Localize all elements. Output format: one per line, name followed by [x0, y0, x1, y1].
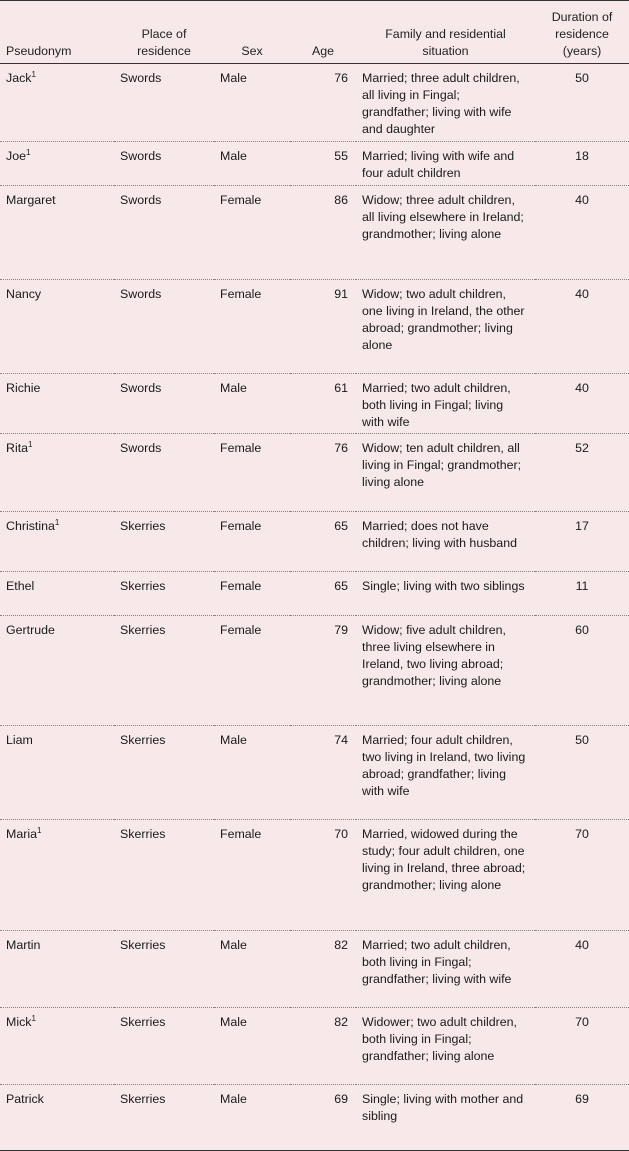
- header-age: Age: [290, 1, 356, 64]
- cell-place: [114, 1085, 214, 1135]
- cell-duration-text: 70: [575, 827, 589, 842]
- cell-pseudonym-text: Liam: [6, 733, 33, 748]
- cell-place-text: Skerries: [120, 938, 166, 953]
- cell-family: [356, 280, 535, 374]
- cell-pseudonym: [0, 820, 114, 931]
- table-row: [0, 572, 629, 616]
- cell-duration: [535, 280, 629, 374]
- cell-age-text: 65: [334, 519, 348, 534]
- cell-place: [114, 434, 214, 512]
- cell-duration-text: 70: [575, 1015, 589, 1030]
- cell-duration-text: 17: [575, 519, 589, 534]
- cell-sex-text: Female: [220, 579, 262, 594]
- cell-duration: [535, 142, 629, 186]
- cell-duration: [535, 572, 629, 616]
- cell-pseudonym-text: Margaret: [6, 193, 56, 208]
- cell-age: [290, 931, 356, 1008]
- cell-age: [290, 820, 356, 931]
- footnote-marker: 1: [36, 826, 42, 836]
- cell-family: [356, 616, 535, 726]
- cell-family-text: Married; two adult children, both living in Fingal; grandfather; living with wife: [362, 938, 512, 986]
- cell-pseudonym: [0, 142, 114, 186]
- cell-duration: [535, 434, 629, 512]
- cell-family-text: Married; living with wife and four adult children: [362, 149, 515, 181]
- cell-age-text: 82: [334, 1015, 348, 1030]
- cell-family-text: Married; two adult children, both living in Fingal; living with wife: [362, 381, 511, 429]
- cell-place-text: Swords: [120, 193, 162, 208]
- cell-sex: [214, 434, 290, 512]
- cell-sex: [214, 374, 290, 434]
- cell-sex: [214, 280, 290, 374]
- cell-place: [114, 280, 214, 374]
- footnote-marker: 1: [25, 148, 31, 158]
- cell-place-text: Skerries: [120, 1015, 166, 1030]
- cell-sex-text: Male: [220, 938, 247, 953]
- cell-pseudonym-text: Maria: [6, 827, 37, 842]
- cell-family: [356, 64, 535, 142]
- cell-place: [114, 820, 214, 931]
- cell-age-text: 65: [334, 579, 348, 594]
- cell-place-text: Swords: [120, 71, 162, 86]
- cell-place: [114, 572, 214, 616]
- cell-place: [114, 931, 214, 1008]
- cell-pseudonym-text: Nancy: [6, 287, 42, 302]
- cell-family: [356, 726, 535, 820]
- cell-place: [114, 512, 214, 572]
- cell-family: [356, 186, 535, 280]
- cell-age-text: 55: [334, 149, 348, 164]
- cell-pseudonym-text: Joe: [6, 149, 26, 164]
- cell-sex: [214, 64, 290, 142]
- cell-sex-text: Male: [220, 733, 247, 748]
- cell-family-text: Widow; two adult children, one living in Ireland, the other abroad; grandmother; living alone: [362, 287, 525, 352]
- cell-family: [356, 820, 535, 931]
- cell-duration: [535, 64, 629, 142]
- cell-place: [114, 1008, 214, 1085]
- footnote-marker: 1: [28, 440, 33, 450]
- cell-pseudonym-text: Christina: [6, 519, 55, 534]
- cell-duration-text: 11: [575, 579, 589, 594]
- header-sex: Sex: [214, 1, 290, 64]
- cell-family-text: Single; living with two siblings: [362, 579, 525, 594]
- cell-sex-text: Female: [220, 441, 262, 456]
- cell-pseudonym: [0, 374, 114, 434]
- cell-duration: [535, 186, 629, 280]
- cell-duration-text: 40: [575, 287, 589, 302]
- table-row: [0, 186, 629, 280]
- cell-pseudonym: [0, 616, 114, 726]
- cell-sex-text: Male: [220, 1092, 247, 1107]
- cell-family: [356, 142, 535, 186]
- cell-place: [114, 186, 214, 280]
- footnote-marker: 1: [31, 70, 36, 80]
- cell-duration: [535, 512, 629, 572]
- cell-age-text: 69: [334, 1092, 348, 1107]
- cell-pseudonym-text: Gertrude: [6, 623, 55, 638]
- cell-family-text: Single; living with mother and sibling: [362, 1092, 524, 1124]
- cell-age-text: 86: [334, 193, 348, 208]
- table-header: [0, 1, 629, 64]
- cell-age-text: 70: [334, 827, 348, 842]
- cell-place-text: Swords: [120, 287, 162, 302]
- cell-sex-text: Female: [220, 193, 262, 208]
- table-row: [0, 1085, 629, 1135]
- cell-family-text: Married; does not have children; living with husband: [362, 519, 517, 551]
- table-row: [0, 931, 629, 1008]
- cell-duration: [535, 616, 629, 726]
- cell-age: [290, 374, 356, 434]
- cell-age-text: 91: [334, 287, 348, 302]
- cell-place: [114, 64, 214, 142]
- header-row: [0, 1, 629, 64]
- cell-duration-text: 52: [575, 441, 589, 456]
- cell-sex: [214, 142, 290, 186]
- cell-age: [290, 434, 356, 512]
- cell-place-text: Swords: [120, 381, 162, 396]
- cell-place: [114, 726, 214, 820]
- cell-family: [356, 374, 535, 434]
- table-row: [0, 280, 629, 374]
- table-row: [0, 1008, 629, 1085]
- table-body: [0, 64, 629, 1135]
- cell-sex: [214, 1085, 290, 1135]
- cell-family: [356, 572, 535, 616]
- cell-sex-text: Female: [220, 519, 262, 534]
- cell-sex: [214, 1008, 290, 1085]
- cell-sex-text: Male: [220, 71, 247, 86]
- cell-age-text: 76: [334, 441, 348, 456]
- cell-duration: [535, 1008, 629, 1085]
- cell-family-text: Married; four adult children, two living in Ireland, two living abroad; grandfather; living with wife: [362, 733, 526, 798]
- cell-sex-text: Female: [220, 623, 262, 638]
- footnote-marker: 1: [54, 518, 60, 528]
- cell-age-text: 82: [334, 938, 348, 953]
- cell-sex: [214, 512, 290, 572]
- cell-age: [290, 186, 356, 280]
- cell-pseudonym-text: Jack: [6, 71, 32, 86]
- cell-duration-text: 18: [575, 149, 589, 164]
- cell-pseudonym: [0, 931, 114, 1008]
- cell-family: [356, 931, 535, 1008]
- cell-sex: [214, 726, 290, 820]
- cell-duration: [535, 1085, 629, 1135]
- cell-family-text: Married; three adult children, all living in Fingal; grandfather; living with wife and daughter: [362, 71, 520, 136]
- cell-sex: [214, 572, 290, 616]
- cell-age: [290, 572, 356, 616]
- cell-pseudonym-text: Patrick: [6, 1092, 44, 1107]
- cell-pseudonym: [0, 186, 114, 280]
- cell-family: [356, 1085, 535, 1135]
- cell-pseudonym-text: Richie: [6, 381, 41, 396]
- cell-sex: [214, 186, 290, 280]
- cell-family-text: Widow; ten adult children, all living in Fingal; grandmother; living alone: [362, 441, 522, 489]
- cell-pseudonym-text: Martin: [6, 938, 41, 953]
- cell-duration-text: 60: [575, 623, 589, 638]
- cell-age-text: 76: [334, 71, 348, 86]
- cell-pseudonym: [0, 1085, 114, 1135]
- cell-family-text: Widow; three adult children, all living elsewhere in Ireland; grandmother; living alone: [362, 193, 524, 241]
- cell-place-text: Skerries: [120, 1092, 166, 1107]
- cell-family: [356, 1008, 535, 1085]
- cell-duration: [535, 820, 629, 931]
- cell-age: [290, 1008, 356, 1085]
- cell-pseudonym: [0, 572, 114, 616]
- cell-sex-text: Female: [220, 287, 262, 302]
- cell-duration-text: 69: [575, 1092, 589, 1107]
- cell-duration: [535, 931, 629, 1008]
- cell-age: [290, 1085, 356, 1135]
- participants-table: [0, 1, 629, 1135]
- cell-age: [290, 64, 356, 142]
- cell-age: [290, 280, 356, 374]
- cell-place: [114, 374, 214, 434]
- cell-place: [114, 616, 214, 726]
- cell-family-text: Widower; two adult children, both living in Fingal; grandfather; living alone: [362, 1015, 517, 1063]
- header-duration: Duration of residence (years): [535, 1, 629, 64]
- cell-family: [356, 512, 535, 572]
- cell-place-text: Skerries: [120, 579, 166, 594]
- cell-age: [290, 142, 356, 186]
- cell-duration-text: 40: [575, 938, 589, 953]
- cell-pseudonym: [0, 512, 114, 572]
- table-row: [0, 142, 629, 186]
- cell-duration-text: 50: [575, 733, 589, 748]
- cell-pseudonym: [0, 280, 114, 374]
- cell-age: [290, 726, 356, 820]
- cell-sex-text: Female: [220, 827, 262, 842]
- table-row: [0, 616, 629, 726]
- cell-place-text: Skerries: [120, 519, 166, 534]
- cell-sex: [214, 931, 290, 1008]
- cell-sex-text: Male: [220, 381, 247, 396]
- cell-age-text: 74: [334, 733, 348, 748]
- cell-pseudonym: [0, 726, 114, 820]
- cell-place-text: Skerries: [120, 733, 166, 748]
- table-row: [0, 434, 629, 512]
- cell-family: [356, 434, 535, 512]
- cell-pseudonym: [0, 64, 114, 142]
- cell-pseudonym-text: Ethel: [6, 579, 35, 594]
- cell-family-text: Widow; five adult children, three living elsewhere in Ireland, two living abroad; grandmother; living alone: [362, 623, 506, 688]
- cell-age-text: 61: [334, 381, 348, 396]
- cell-pseudonym-text: Mick: [6, 1015, 32, 1030]
- cell-sex: [214, 820, 290, 931]
- cell-sex: [214, 616, 290, 726]
- cell-pseudonym: [0, 434, 114, 512]
- table-row: [0, 374, 629, 434]
- cell-age: [290, 616, 356, 726]
- cell-age-text: 79: [334, 623, 348, 638]
- table-row: [0, 726, 629, 820]
- cell-age: [290, 512, 356, 572]
- header-place: Place of residence: [114, 1, 214, 64]
- cell-duration-text: 40: [575, 381, 589, 396]
- cell-pseudonym: [0, 1008, 114, 1085]
- cell-place-text: Swords: [120, 441, 162, 456]
- cell-family-text: Married, widowed during the study; four adult children, one living in Ireland, three abroad; grandmother; living alone: [362, 827, 526, 892]
- cell-duration: [535, 726, 629, 820]
- cell-place-text: Skerries: [120, 827, 166, 842]
- header-pseudonym: Pseudonym: [0, 1, 114, 64]
- table-row: [0, 64, 629, 142]
- cell-duration-text: 40: [575, 193, 589, 208]
- cell-duration-text: 50: [575, 71, 589, 86]
- cell-place-text: Skerries: [120, 623, 166, 638]
- cell-sex-text: Male: [220, 149, 247, 164]
- cell-sex-text: Male: [220, 1015, 247, 1030]
- cell-place-text: Swords: [120, 149, 162, 164]
- table-row: [0, 820, 629, 931]
- table-row: [0, 512, 629, 572]
- cell-duration: [535, 374, 629, 434]
- cell-pseudonym-text: Rita: [6, 441, 29, 456]
- header-family: Family and residential situation: [356, 1, 535, 64]
- cell-place: [114, 142, 214, 186]
- footnote-marker: 1: [31, 1014, 36, 1024]
